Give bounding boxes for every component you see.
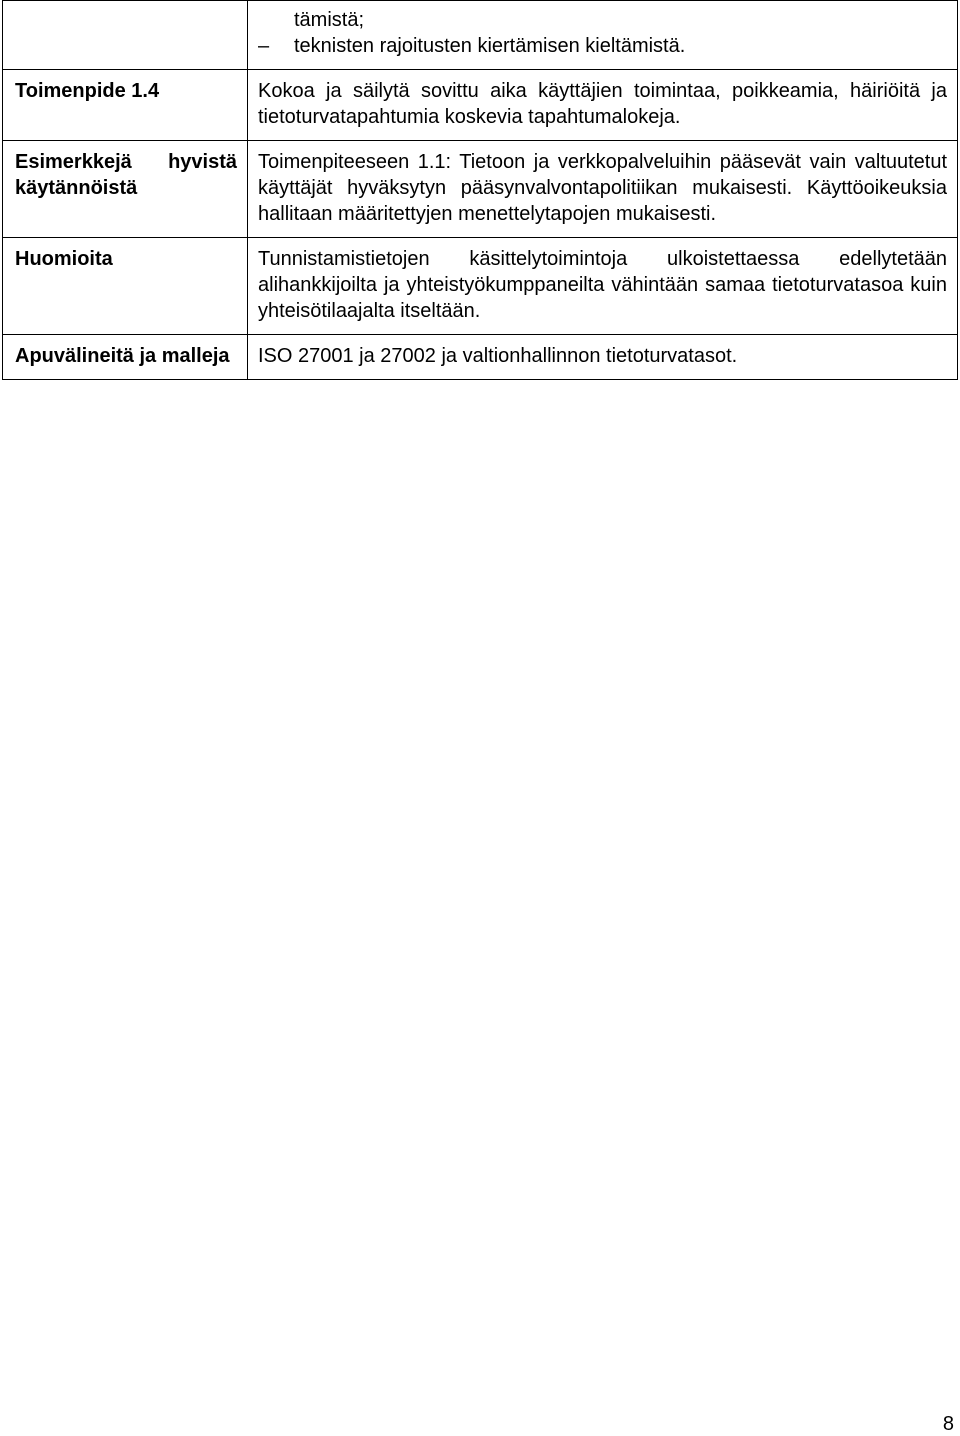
dash-bullet: – (258, 35, 270, 57)
table-row-toimenpide (3, 70, 958, 141)
table-row-apuvalineita (3, 335, 958, 380)
row-content: Kokoa ja säilytä sovittu aika käyttäjien toimintaa, poikkeamia, häiriöitä ja tietoturvatapahtumia koskevia tapahtumalokeja. (248, 70, 958, 141)
row-content: Toimenpiteeseen 1.1: Tietoon ja verkkopalveluihin pääsevät vain valtuutetut käyttäjät hyväksytyn pääsynvalvontapolitiikan mukaisesti. Käyttöoikeuksia hallitaan määritettyjen menettelytapojen mukaisesti. (248, 141, 958, 238)
page-number: 8 (942, 1413, 954, 1435)
continuation-line: tämistä; (294, 9, 365, 31)
dash-list-item-text: teknisten rajoitusten kiertämisen kieltämistä. (294, 35, 686, 57)
row-label: Toimenpide 1.4 (3, 70, 248, 141)
dash-list-item (258, 33, 947, 59)
table-row-huomioita (3, 238, 958, 335)
table-row-esimerkkeja (3, 141, 958, 238)
row-label: Huomioita (3, 238, 248, 335)
row-content: ISO 27001 ja 27002 ja valtionhallinnon tietoturvatasot. (248, 335, 958, 380)
table-row-continuation (3, 1, 958, 70)
empty-label-cell (3, 1, 248, 70)
document-table (2, 0, 958, 380)
row-label: Apuvälineitä ja malleja (3, 335, 248, 380)
row-content: Tunnistamistietojen käsittelytoimintoja ulkoistettaessa edellytetään alihankkijoilta ja yhteistyökumppaneilta vähintään samaa tietoturvatasoa kuin yhteisötilaajalta itseltään. (248, 238, 958, 335)
continuation-cell (248, 1, 958, 70)
row-label: Esimerkkejä hyvistä käytännöistä (3, 141, 248, 238)
